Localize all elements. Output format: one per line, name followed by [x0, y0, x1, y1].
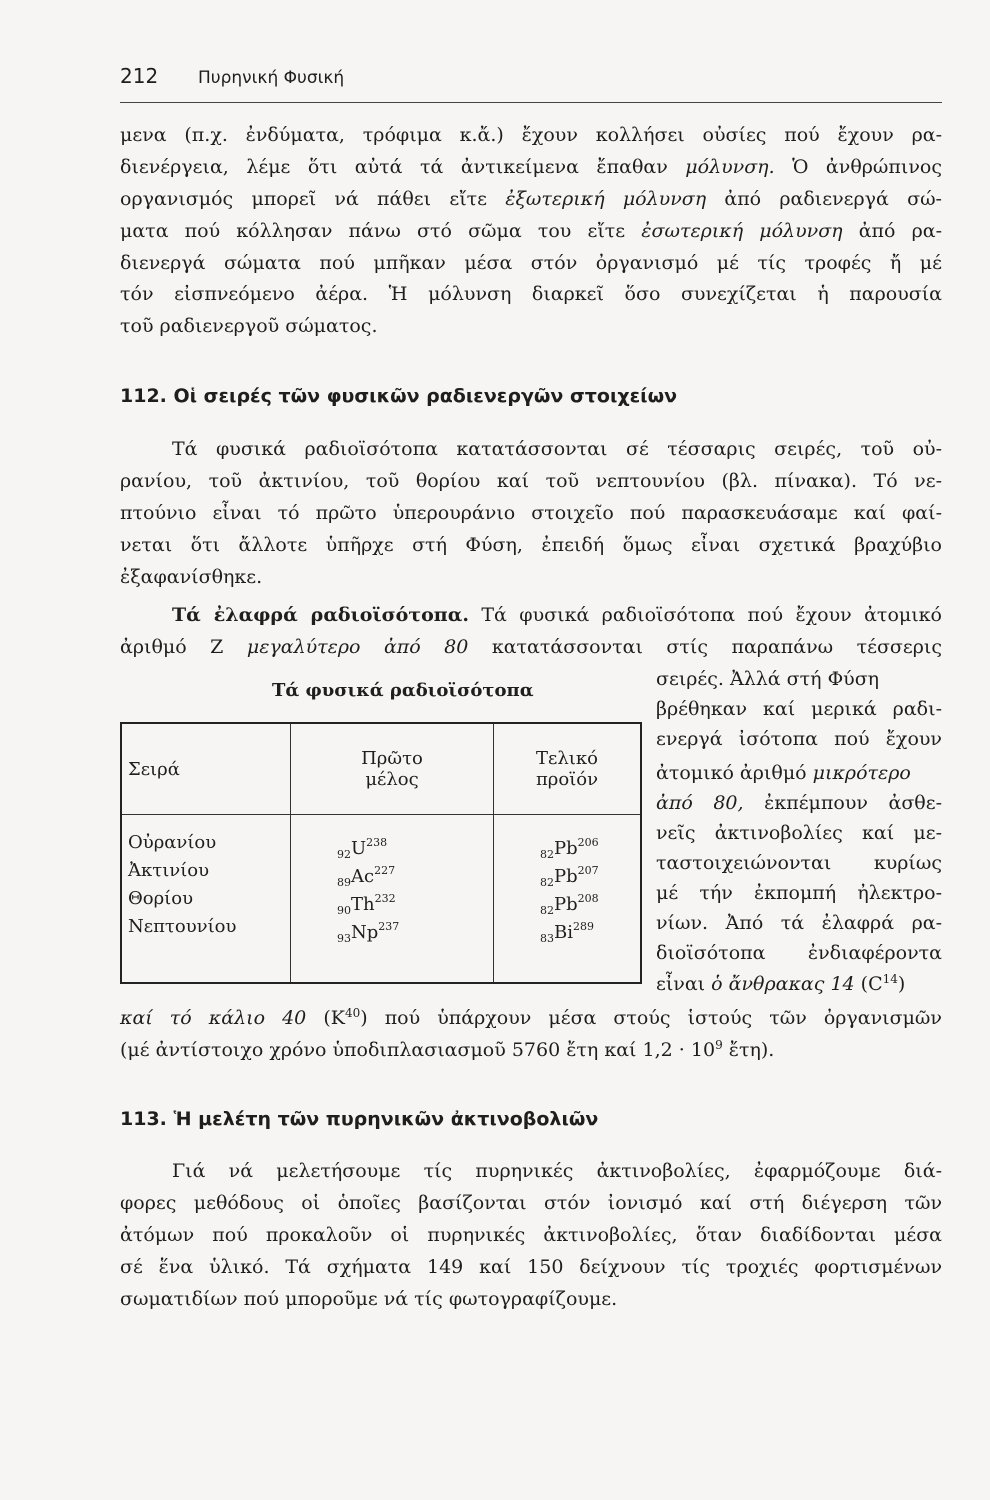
right-col-line-5: ἀπό 80, ἐκπέμπουν ἀσθε-	[656, 792, 942, 814]
light-isotopes-line-2: ἀριθμό Ζ μεγαλύτερο ἀπό 80 κατατάσσονται στίς παραπάνω τέσσερις	[120, 636, 943, 658]
final-product-column	[494, 815, 642, 984]
intro-line-5: διενεργά σώματα πού μπῆκαν μέσα στόν ὀργανισμό μέ τίς τροφές ἤ μέ	[120, 252, 942, 274]
series-column	[121, 815, 291, 984]
series-cell: Οὐρανίου	[128, 832, 217, 853]
series-cell: Νεπτουνίου	[128, 916, 237, 937]
s112-line-2: ρανίου, τοῦ ἀκτινίου, τοῦ θορίου καί τοῦ νεπτουνίου (βλ. πίνακα). Τό νε-	[120, 470, 942, 492]
series-cell: Θορίου	[128, 888, 194, 909]
first-member-cell: $_{90}Th^{232}$	[337, 892, 396, 917]
first-member-column	[291, 815, 494, 984]
intro-line-6: τόν εἰσπνεόμενο ἀέρα. Ἡ μόλυνση διαρκεῖ ὅσο συνεχίζεται ἡ παρουσία	[120, 283, 942, 305]
after-table-line-1: καί τό κάλιο 40 $(K^{40})$ πού ὑπάρχουν μέσα στούς ἱστούς τῶν ὀργανισμῶν	[120, 1006, 942, 1029]
intro-line-3: οργανισμός μπορεῖ νά πάθει εἴτε ἐξωτερική μόλυνση ἀπό ραδιενεργά σώ-	[120, 188, 942, 210]
after-table-line-2: (μέ ἀντίστοιχο χρόνο ὑποδιπλασιασμοῦ 5760 ἔτη καί $1,2 \cdot 10^9$ ἔτη).	[120, 1038, 775, 1061]
s112-line-1: Τά φυσικά ραδιοϊσότοπα κατατάσσονται σέ τέσσαρις σειρές, τοῦ οὐ-	[172, 438, 942, 460]
first-member-cell: $_{89}Ac^{227}$	[337, 864, 396, 889]
right-col-line-1: σειρές. Ἀλλά στή Φύση	[656, 668, 880, 690]
s113-line-5: σωματιδίων πού μποροῦμε νά τίς φωτογραφίζουμε.	[120, 1288, 618, 1310]
s112-line-3: πτούνιο εἶναι τό πρῶτο ὑπερουράνιο στοιχεῖο πού παρασκευάσαμε καί φαί-	[120, 502, 942, 524]
right-col-line-6: νεῖς ἀκτινοβολίες καί με-	[656, 822, 942, 844]
right-col-line-2: βρέθηκαν καί μερικά ραδι-	[656, 698, 942, 720]
right-col-line-4: ἀτομικό ἀριθμό μικρότερο	[656, 762, 911, 784]
light-isotopes-heading: Τά ἐλαφρά ραδιοϊσότοπα.	[172, 604, 469, 626]
page-number: 212	[120, 64, 159, 88]
header-first-member: Πρῶτο μέλος	[291, 723, 494, 815]
final-product-cell: $_{82}Pb^{207}$	[540, 864, 599, 889]
section-112-heading: 112. Οἱ σειρές τῶν φυσικῶν ραδιενεργῶν στοιχείων	[120, 385, 678, 407]
table-title: Τά φυσικά ραδιοϊσότοπα	[272, 680, 534, 701]
right-col-line-11: εἶναι ὁ ἄνθρακας 14 $(C^{14})$	[656, 972, 906, 995]
intro-line-2: διενέργεια, λέμε ὅτι αὐτά τά ἀντικείμενα ἔπαθαν μόλυνση. Ὁ ἀνθρώπινος	[120, 156, 942, 178]
section-113-heading: 113. Ἡ μελέτη τῶν πυρηνικῶν ἀκτινοβολιῶν	[120, 1108, 599, 1130]
s113-line-4: σέ ἕνα ὑλικό. Τά σχήματα 149 καί 150 δείχνουν τίς τροχιές φορτισμένων	[120, 1256, 942, 1278]
s113-line-3: ἀτόμων πού προκαλοῦν οἱ πυρηνικές ἀκτινοβολίες, ὅταν διαδίδονται μέσα	[120, 1224, 942, 1246]
intro-line-1: μενα (π.χ. ἐνδύματα, τρόφιμα κ.ἄ.) ἔχουν κολλήσει οὐσίες πού ἔχουν ρα-	[120, 124, 942, 146]
right-col-line-9: νίων. Ἀπό τά ἐλαφρά ρα-	[656, 912, 942, 934]
final-product-cell: $_{82}Pb^{208}$	[540, 892, 599, 917]
right-col-line-3: ενεργά ἰσότοπα πού ἔχουν	[656, 728, 942, 750]
header-final-product: Τελικό προϊόν	[494, 723, 642, 815]
first-member-cell: $_{93}Np^{237}$	[337, 920, 400, 945]
s113-line-2: φορες μεθόδους οἱ ὁποῖες βασίζονται στόν ἰονισμό καί στή διέγερση τῶν	[120, 1192, 942, 1214]
running-title: Πυρηνική Φυσική	[198, 68, 345, 88]
right-col-line-7: ταστοιχειώνονται κυρίως	[656, 852, 942, 874]
s112-line-4: νεται ὅτι ἄλλοτε ὑπῆρχε στή Φύση, ἐπειδή ὅμως εἶναι σχετικά βραχύβιο	[120, 534, 942, 556]
series-cell: Ἀκτινίου	[128, 860, 210, 881]
intro-line-7: τοῦ ραδιενεργοῦ σώματος.	[120, 315, 378, 337]
final-product-cell: $_{83}Bi^{289}$	[540, 920, 594, 945]
s112-line-5: ἐξαφανίσθηκε.	[120, 566, 263, 588]
table-header-row	[121, 723, 641, 815]
light-isotopes-line-1: Τά ἐλαφρά ραδιοϊσότοπα. Τά φυσικά ραδιοϊσότοπα πού ἔχουν ἀτομικό	[172, 604, 942, 626]
right-col-line-8: μέ τήν ἐκπομπή ἠλεκτρο-	[656, 882, 942, 904]
table-body-row	[121, 815, 641, 984]
intro-line-4: ματα πού κόλλησαν πάνω στό σῶμα του εἴτε ἐσωτερική μόλυνση ἀπό ρα-	[120, 220, 942, 242]
right-col-line-10: διοϊσότοπα ἐνδιαφέροντα	[656, 942, 942, 964]
first-member-cell: $_{92}U^{238}$	[337, 836, 388, 861]
s113-line-1: Γιά νά μελετήσουμε τίς πυρηνικές ἀκτινοβολίες, ἐφαρμόζουμε διά-	[172, 1160, 942, 1182]
final-product-cell: $_{82}Pb^{206}$	[540, 836, 599, 861]
header-series: Σειρά	[121, 723, 291, 815]
page-header	[120, 60, 942, 103]
radioisotopes-table	[120, 722, 642, 984]
